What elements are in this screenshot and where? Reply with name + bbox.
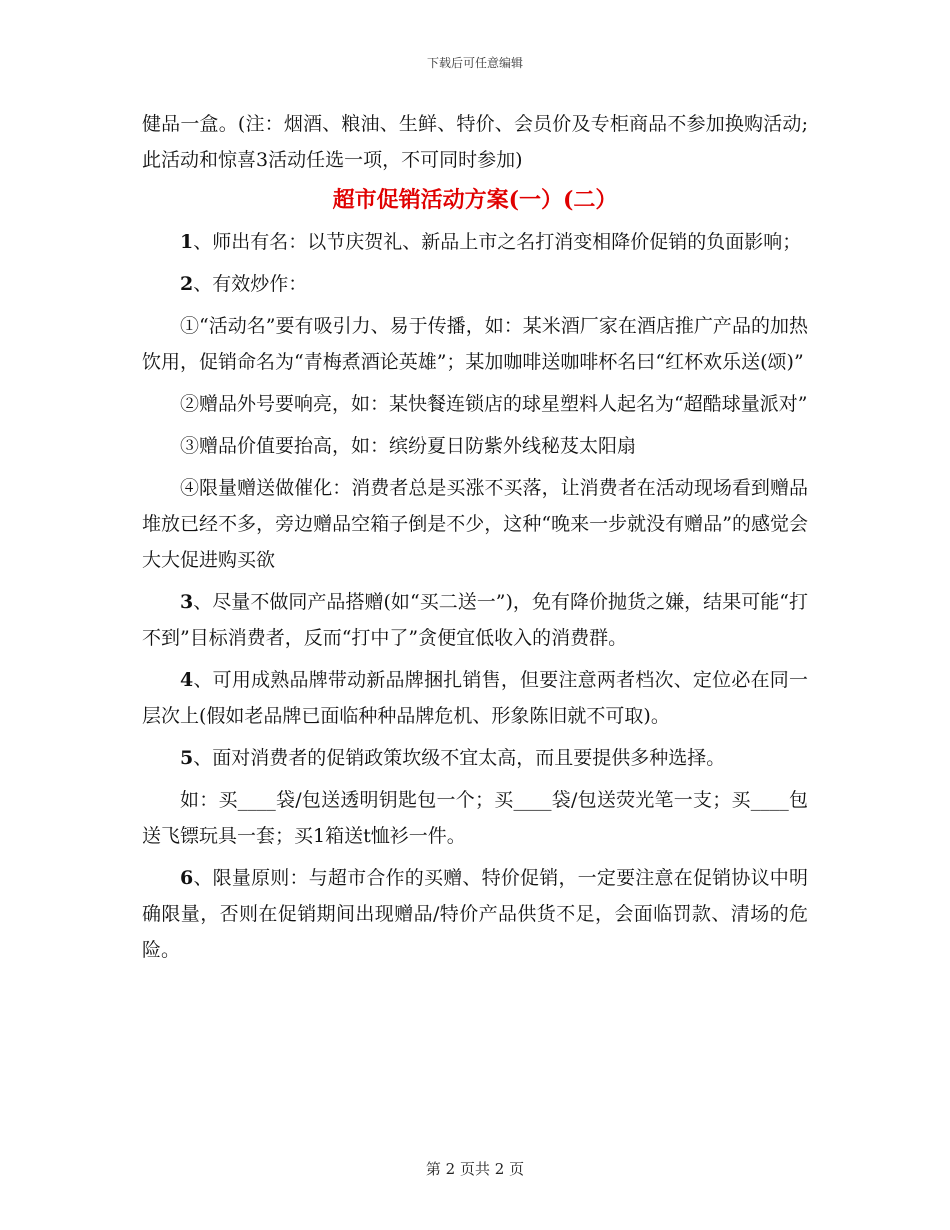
item-1-text: 、师出有名：以节庆贺礼、新品上市之名打消变相降价促销的负面影响；	[193, 231, 802, 253]
item-2-paragraph	[142, 266, 808, 302]
item-5-text: 、面对消费者的促销政策坎级不宜太高，而且要提供多种选择。	[193, 747, 726, 769]
item-2-number: 2	[180, 273, 194, 295]
section-title: 超市促销活动方案(一）(二）	[332, 187, 618, 213]
item-6-text: 、限量原则：与超市合作的买赠、特价促销，一定要注意在促销协议中明确限量，否则在促销期间出现赠品/特价产品供货不足，会面临罚款、清场的危险。	[142, 867, 808, 961]
item-5-example-paragraph: 如：买____袋/包送透明钥匙包一个；买____袋/包送荧光笔一支；买____包送飞镖玩具一套；买1箱送t恤衫一件。	[142, 789, 808, 847]
item-1-number: 1	[180, 231, 194, 253]
item-6-number: 6	[180, 867, 194, 889]
item-2d-paragraph: ④限量赠送做催化：消费者总是买涨不买落，让消费者在活动现场看到赠品堆放已经不多，旁边赠品空箱子倒是不少，这种“晚来一步就没有赠品”的感觉会大大促进购买欲	[142, 477, 808, 571]
item-4-paragraph	[142, 662, 808, 734]
item-1-paragraph	[142, 224, 808, 260]
item-3-number: 3	[180, 591, 194, 613]
item-3-text: 、尽量不做同产品搭赠(如“买二送一”)，免有降价抛货之嫌，结果可能“打不到”目标消费者，反而“打中了”贪便宜低收入的消费群。	[142, 591, 808, 649]
item-4-number: 4	[180, 669, 194, 691]
item-2c-paragraph: ③赠品价值要抬高，如：缤纷夏日防紫外线秘芨太阳扇	[180, 435, 637, 457]
item-2-text: 、有效炒作：	[193, 273, 308, 295]
item-5-paragraph	[142, 740, 808, 776]
item-4-text: 、可用成熟品牌带动新品牌捆扎销售，但要注意两者档次、定位必在同一层次上(假如老品牌已面临种种品牌危机、形象陈旧就不可取)。	[142, 669, 808, 727]
item-3-paragraph	[142, 584, 808, 656]
item-2a-paragraph: ①“活动名”要有吸引力、易于传播，如：某米酒厂家在酒店推广产品的加热饮用，促销命名为“青梅煮酒论英雄”；某加咖啡送咖啡杯名曰“红杯欢乐送(颂)”	[142, 315, 808, 373]
item-5-number: 5	[180, 747, 194, 769]
page-header: 下载后可任意编辑	[426, 56, 523, 70]
item-6-paragraph	[142, 860, 808, 968]
intro-paragraph: 健品一盒。(注：烟酒、粮油、生鲜、特价、会员价及专柜商品不参加换购活动;此活动和惊喜3活动任选一项，不可同时参加)	[142, 113, 808, 171]
document-body	[142, 106, 808, 968]
page-footer: 第 2 页共 2 页	[425, 1160, 525, 1178]
item-2b-paragraph: ②赠品外号要响亮，如：某快餐连锁店的球星塑料人起名为“超酷球量派对”	[180, 393, 808, 415]
